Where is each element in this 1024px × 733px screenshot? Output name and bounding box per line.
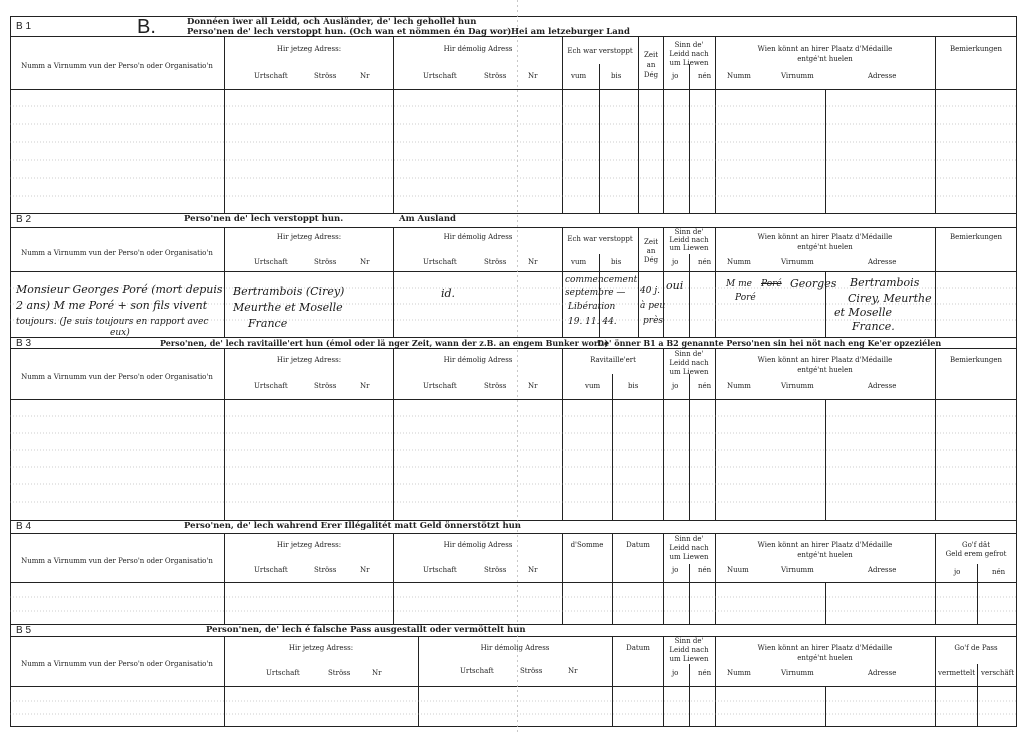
- entry-days-line2: à peu: [640, 301, 666, 311]
- b4-col-former-address: Hir démolig Adress: [443, 541, 513, 549]
- b1-code: B 1: [16, 21, 32, 32]
- b4-col-current-address: Hir jetzeg Adress:: [276, 541, 342, 549]
- b3-col-current-address: Hir jetzeg Adress:: [276, 356, 342, 364]
- b5-col-medal1: Wien könnt an hirer Plaatz d'Médaille: [757, 644, 893, 652]
- b1-col-time3: Dég: [643, 71, 659, 79]
- b2-col-alive2: Leidd nach: [669, 236, 709, 244]
- b4-col-somme: d'Somme: [570, 541, 604, 549]
- b2-col-to: bis: [611, 258, 622, 266]
- b3-title: Perso'nen, de' lech ravitaille'ert hun (émol oder lä nger Zeit, wann der z.B. an engem Bunker wort.): [160, 338, 609, 348]
- b1-col-name: Numm a Virnumm vun der Perso'n oder Organisatio'n: [21, 62, 213, 70]
- b2-col-street-2: Ströss: [484, 258, 507, 266]
- entry-from-line3: Libération: [568, 302, 616, 312]
- b5-col-datum: Datum: [626, 644, 650, 652]
- b3-code: B 3: [16, 338, 32, 349]
- b3-col-from: vum: [585, 382, 601, 390]
- b1-col-medal2: entgé'nt huelen: [797, 55, 853, 63]
- b4-col-adress: Adresse: [868, 566, 897, 574]
- b5-col-made: verschäft: [981, 669, 1015, 677]
- b5-col-pass: Go'f de Pass: [954, 644, 998, 652]
- b3-col-medal1: Wien könnt an hirer Plaatz d'Médaille: [757, 356, 893, 364]
- b4-col-alive2: Leidd nach: [669, 544, 709, 552]
- b4-col-name: Numm a Virnumm vun der Perso'n oder Organisatio'n: [21, 557, 213, 565]
- entry-from-line4: 19. 11. 44.: [568, 317, 617, 327]
- b5-col-alive1: Sinn de': [674, 637, 704, 645]
- b3-col-street: Ströss: [314, 382, 337, 390]
- b4-col-town: Urtschaft: [254, 566, 288, 574]
- b5-col-town-2: Urtschaft: [460, 667, 494, 675]
- section-letter: B.: [137, 16, 156, 38]
- b2-col-remarks: Bemierkungen: [949, 233, 1003, 241]
- b3-col-yes: jo: [672, 382, 679, 390]
- entry-from-line2: septembre —: [565, 288, 626, 298]
- b3-col-nr: Nr: [360, 382, 370, 390]
- b3-col-medal2: entgé'nt huelen: [797, 366, 853, 374]
- b5-col-virnumm: Virnumm: [781, 669, 814, 677]
- b4-col-town-2: Urtschaft: [423, 566, 457, 574]
- b2-col-street: Ströss: [314, 258, 337, 266]
- b2-title-left: Perso'nen de' lech verstoppt hun.: [184, 214, 344, 224]
- entry-name-line4: eux): [110, 328, 130, 338]
- entry-medal-address-line4: France.: [852, 320, 895, 333]
- b5-col-nr-2: Nr: [568, 667, 578, 675]
- b2-col-hidden: Ech war verstoppt: [567, 235, 633, 243]
- b2-col-no: nén: [698, 258, 712, 266]
- b5-col-alive3: um Liewen: [669, 655, 709, 663]
- b5-col-yes: jo: [672, 669, 679, 677]
- b5-col-alive2: Leidd nach: [669, 646, 709, 654]
- b1-col-alive2: Leidd nach: [669, 50, 709, 58]
- entry-address-line3: France: [248, 317, 288, 330]
- b2-col-virnumm: Virnumm: [781, 258, 814, 266]
- b2-col-numm: Numm: [727, 258, 751, 266]
- b2-col-town-2: Urtschaft: [423, 258, 457, 266]
- b3-col-to: bis: [628, 382, 639, 390]
- b1-col-adress: Adresse: [868, 72, 897, 80]
- b4-col-no-2: nén: [992, 568, 1006, 576]
- b3-col-name: Numm a Virnumm vun der Perso'n oder Organisatio'n: [21, 373, 213, 381]
- b4-col-yes: jo: [672, 566, 679, 574]
- b2-col-alive3: um Liewen: [669, 244, 709, 252]
- b2-col-town: Urtschaft: [254, 258, 288, 266]
- b1-col-yes: jo: [672, 72, 679, 80]
- b2-col-yes: jo: [672, 258, 679, 266]
- b5-col-street-2: Ströss: [520, 667, 543, 675]
- entry-address-line2: Meurthe et Moselle: [233, 301, 343, 314]
- b1-col-to: bis: [611, 72, 622, 80]
- b3-col-adress: Adresse: [868, 382, 897, 390]
- b1-col-time1: Zeit: [643, 51, 659, 59]
- b1-col-current-address: Hir jetzeg Adress:: [276, 45, 342, 53]
- b5-col-no: nén: [698, 669, 712, 677]
- b1-col-remarks: Bemierkungen: [949, 45, 1003, 53]
- b1-col-nr-2: Nr: [528, 72, 538, 80]
- b4-col-nuum: Nuum: [727, 566, 749, 574]
- b3-col-town: Urtschaft: [254, 382, 288, 390]
- entry-medal-struck: Poré: [761, 279, 782, 289]
- b2-col-nr-2: Nr: [528, 258, 538, 266]
- b3-col-alive1: Sinn de': [674, 350, 704, 358]
- entry-medal-title: M me: [726, 279, 752, 289]
- entry-medal-last: Poré: [735, 293, 756, 303]
- entry-name-line3: toujours. (Je suis toujours en rapport avec: [16, 317, 209, 327]
- b4-col-no: nén: [698, 566, 712, 574]
- entry-name-line1: Monsieur Georges Poré (mort depuis: [16, 283, 223, 296]
- b4-col-alive1: Sinn de': [674, 535, 704, 543]
- b5-col-name: Numm a Virnumm vun der Perso'n oder Organisatio'n: [21, 660, 213, 668]
- b5-col-town: Urtschaft: [266, 669, 300, 677]
- b4-title: Perso'nen, de' lech wahrend Erer Illégalitét matt Geld önnerstötzt hun: [184, 521, 521, 531]
- b1-col-street-2: Ströss: [484, 72, 507, 80]
- b5-col-issued: vermettelt: [938, 669, 976, 677]
- entry-alive: oui: [666, 279, 684, 292]
- b3-col-alive2: Leidd nach: [669, 359, 709, 367]
- b3-col-numm: Numm: [727, 382, 751, 390]
- b5-title: Person'nen, de' lech é falsche Pass ausgestallt oder vermöttelt hun: [206, 625, 526, 635]
- entry-from-line1: commencement: [565, 275, 638, 285]
- b1-col-former-address: Hir démolig Adress: [443, 45, 513, 53]
- b5-col-medal2: entgé'nt huelen: [797, 654, 853, 662]
- b3-col-virnumm: Virnumm: [781, 382, 814, 390]
- b3-col-no: nén: [698, 382, 712, 390]
- b2-col-nr: Nr: [360, 258, 370, 266]
- b1-col-street: Ströss: [314, 72, 337, 80]
- b2-col-adress: Adresse: [868, 258, 897, 266]
- b4-col-gold2: Geld erem gefrot: [945, 550, 1007, 558]
- b4-col-street: Ströss: [314, 566, 337, 574]
- entry-days-line1: 40 j.: [640, 286, 660, 296]
- entry-medal-address-line1: Bertrambois: [850, 276, 920, 289]
- b4-col-nr-2: Nr: [528, 566, 538, 574]
- b4-col-virnumm: Virnumm: [781, 566, 814, 574]
- b1-title-line2: Perso'nen de' lech verstoppt hun. (Och wan et nömmen én Dag wor): [187, 27, 512, 37]
- b2-col-name: Numm a Virnumm vun der Perso'n oder Organisatio'n: [21, 249, 213, 257]
- b4-col-medal1: Wien könnt an hirer Plaatz d'Médaille: [757, 541, 893, 549]
- b1-col-medal1: Wien könnt an hirer Plaatz d'Médaille: [757, 45, 893, 53]
- entry-medal-first: Georges: [790, 277, 837, 290]
- b4-col-nr: Nr: [360, 566, 370, 574]
- b2-col-current-address: Hir jetzeg Adress:: [276, 233, 342, 241]
- b3-col-alive3: um Liewen: [669, 368, 709, 376]
- entry-address-line1: Bertrambois (Cirey): [233, 285, 345, 298]
- b2-col-from: vum: [571, 258, 587, 266]
- b1-col-alive3: um Liewen: [669, 59, 709, 67]
- b2-code: B 2: [16, 214, 32, 225]
- b1-title-line1: Donnéen iwer all Leidd, och Ausländer, de' lech geholleł hun: [187, 17, 477, 27]
- entry-former-address: id.: [441, 287, 456, 300]
- b1-col-nr: Nr: [360, 72, 370, 80]
- entry-days-line3: près: [643, 316, 664, 326]
- b2-col-time1: Zeit: [643, 238, 659, 246]
- b1-col-alive1: Sinn de': [674, 41, 704, 49]
- b5-code: B 5: [16, 625, 32, 636]
- b4-col-alive3: um Liewen: [669, 553, 709, 561]
- b2-col-time2: an: [646, 247, 656, 255]
- entry-medal-address-line2: Cirey, Meurthe: [848, 292, 932, 305]
- b3-col-town-2: Urtschaft: [423, 382, 457, 390]
- b2-col-time3: Dég: [643, 256, 659, 264]
- b5-col-current-address: Hir jetzeg Adress:: [288, 644, 354, 652]
- b2-title-right: Am Ausland: [399, 214, 456, 224]
- b2-col-medal2: entgé'nt huelen: [797, 243, 853, 251]
- b3-title-right: De' önner B1 a B2 genannte Perso'nen sin hei nöt nach eng Ke'er opzeziélen: [597, 338, 942, 348]
- b2-col-medal1: Wien könnt an hirer Plaatz d'Médaille: [757, 233, 893, 241]
- b5-col-adress: Adresse: [868, 669, 897, 677]
- b4-col-datum: Datum: [626, 541, 650, 549]
- b1-col-virnumm: Virnumm: [781, 72, 814, 80]
- b3-col-remarks: Bemierkungen: [949, 356, 1003, 364]
- entry-medal-address-line3: et Moselle: [834, 306, 893, 319]
- b4-col-yes-2: jo: [954, 568, 961, 576]
- b5-col-numm: Numm: [727, 669, 751, 677]
- b2-col-alive1: Sinn de': [674, 228, 704, 236]
- b1-col-town: Urtschaft: [254, 72, 288, 80]
- b1-title-right: Hei am letzeburger Land: [511, 27, 630, 37]
- b1-col-numm: Numm: [727, 72, 751, 80]
- b5-col-nr: Nr: [372, 669, 382, 677]
- b3-col-street-2: Ströss: [484, 382, 507, 390]
- b1-col-time2: an: [646, 61, 656, 69]
- b4-col-street-2: Ströss: [484, 566, 507, 574]
- b4-col-medal2: entgé'nt huelen: [797, 551, 853, 559]
- b4-col-gold1: Go'f dât: [961, 541, 991, 549]
- b3-col-ravitaille: Ravitaille'ert: [590, 356, 636, 364]
- b4-code: B 4: [16, 521, 32, 532]
- b3-col-former-address: Hir démolig Adress: [443, 356, 513, 364]
- b1-col-town-2: Urtschaft: [423, 72, 457, 80]
- b3-col-nr-2: Nr: [528, 382, 538, 390]
- b1-col-no: nén: [698, 72, 712, 80]
- b1-col-hidden: Ech war verstoppt: [567, 47, 633, 55]
- b5-col-former-address: Hir démolig Adress: [480, 644, 550, 652]
- entry-name-line2: 2 ans) M me Poré + son fils vivent: [16, 299, 208, 312]
- b1-col-from: vum: [571, 72, 587, 80]
- b2-col-former-address: Hir démolig Adress: [443, 233, 513, 241]
- b5-col-street: Ströss: [328, 669, 351, 677]
